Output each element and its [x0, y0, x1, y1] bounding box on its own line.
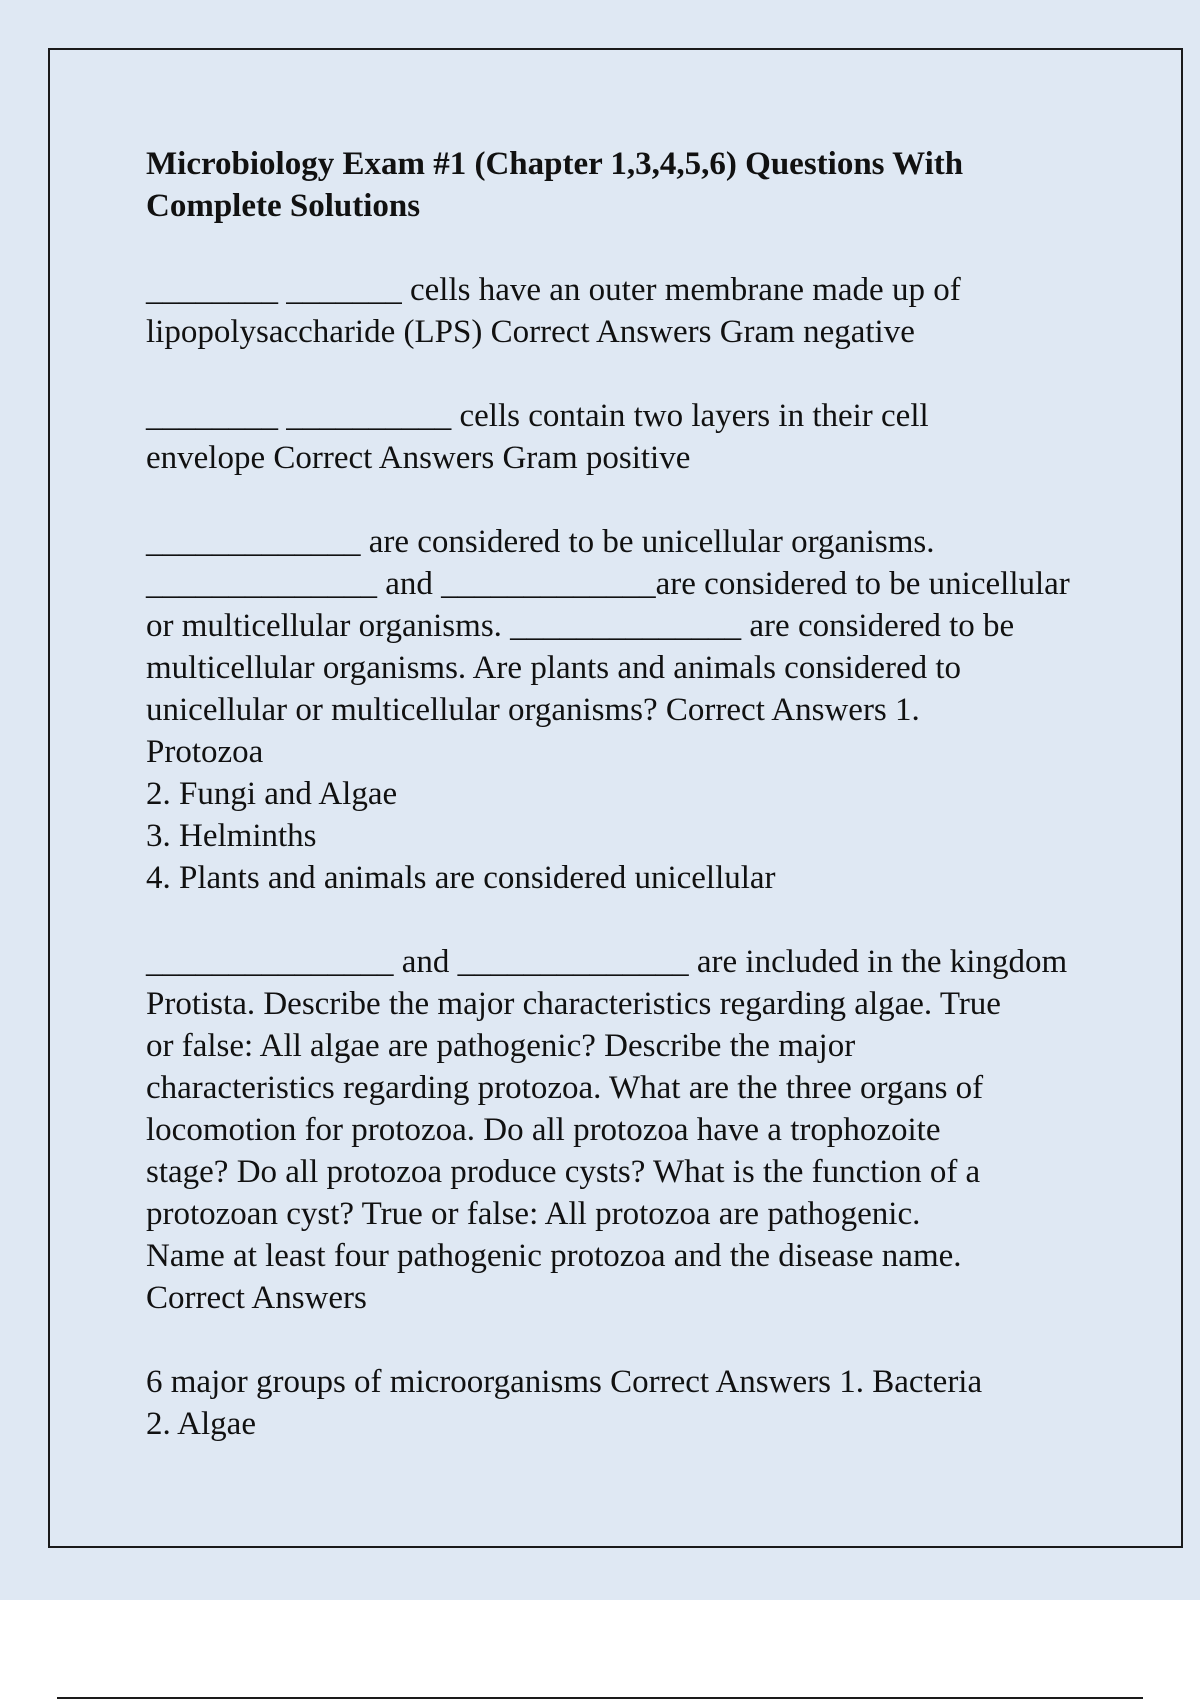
- question-block-3: [146, 521, 1106, 899]
- question-line: ________ __________ cells contain two layers in their cell: [146, 398, 929, 434]
- question-line: protozoan cyst? True or false: All protozoa are pathogenic.: [146, 1196, 921, 1232]
- question-block-4: [146, 941, 1106, 1319]
- answer-line: 4. Plants and animals are considered unicellular: [146, 860, 776, 896]
- question-line: Name at least four pathogenic protozoa and the disease name.: [146, 1238, 962, 1274]
- question-block-2: [146, 395, 1106, 479]
- question-block-1: [146, 269, 1106, 353]
- document-content: [146, 143, 1106, 1487]
- question-line: ________ _______ cells have an outer membrane made up of: [146, 272, 961, 308]
- bottom-divider: [57, 1697, 1143, 1699]
- question-line: lipopolysaccharide (LPS) Correct Answers Gram negative: [146, 314, 915, 350]
- answer-line: Protozoa: [146, 734, 264, 770]
- answer-line: 3. Helminths: [146, 818, 317, 854]
- question-line: Protista. Describe the major characteristics regarding algae. True: [146, 986, 1001, 1022]
- question-line: _______________ and ______________ are included in the kingdom: [146, 944, 1068, 980]
- question-line: stage? Do all protozoa produce cysts? What is the function of a: [146, 1154, 981, 1190]
- question-line: ______________ and _____________are considered to be unicellular: [146, 566, 1070, 602]
- question-line: unicellular or multicellular organisms? Correct Answers 1.: [146, 692, 920, 728]
- question-line: or false: All algae are pathogenic? Describe the major: [146, 1028, 856, 1064]
- question-line: 6 major groups of microorganisms Correct Answers 1. Bacteria: [146, 1364, 983, 1400]
- question-line: multicellular organisms. Are plants and animals considered to: [146, 650, 962, 686]
- question-block-5: [146, 1361, 1106, 1445]
- answer-line: Correct Answers: [146, 1280, 367, 1316]
- question-line: _____________ are considered to be unicellular organisms.: [146, 524, 935, 560]
- question-line: characteristics regarding protozoa. What are the three organs of: [146, 1070, 984, 1106]
- answer-line: 2. Algae: [146, 1406, 256, 1442]
- question-line: or multicellular organisms. ______________ are considered to be: [146, 608, 1015, 644]
- question-line: locomotion for protozoa. Do all protozoa have a trophozoite: [146, 1112, 941, 1148]
- answer-line: 2. Fungi and Algae: [146, 776, 398, 812]
- question-line: envelope Correct Answers Gram positive: [146, 440, 691, 476]
- document-title: Microbiology Exam #1 (Chapter 1,3,4,5,6) Questions With Complete Solutions: [146, 146, 964, 224]
